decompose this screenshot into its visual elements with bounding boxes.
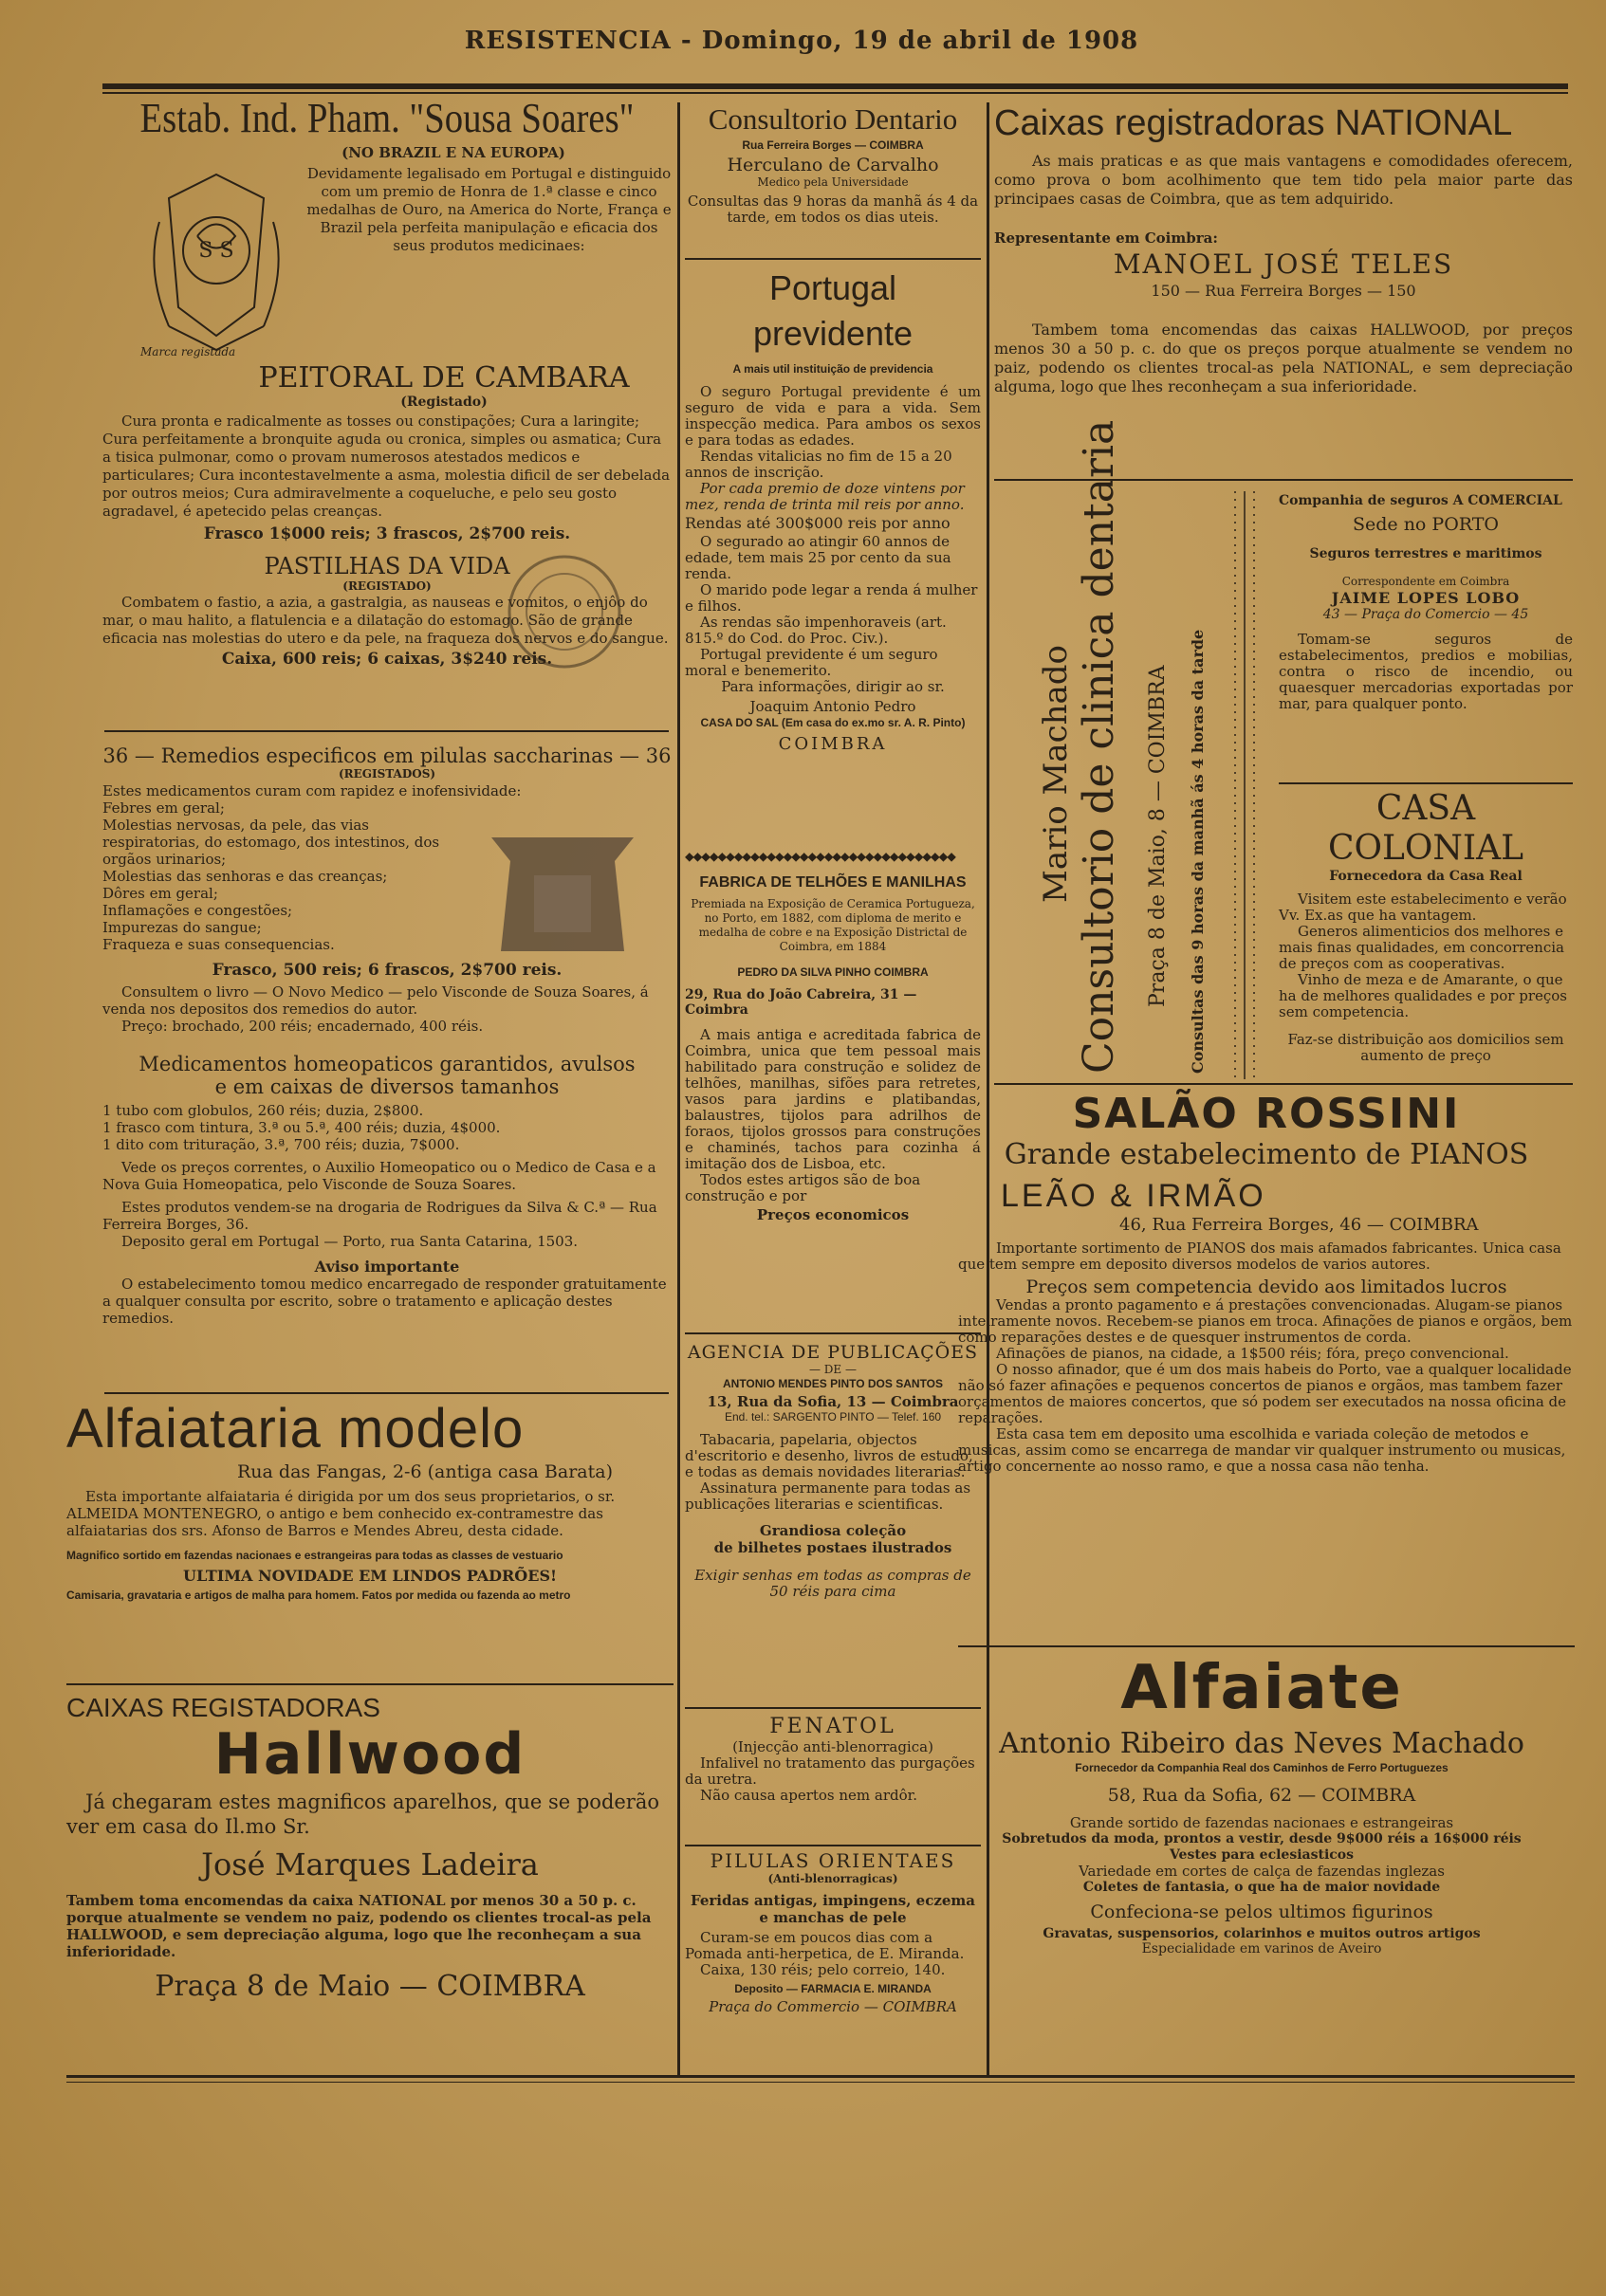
ad-caixas-national: Caixas registradoras NATIONAL As mais praticas e as que mais vantagens e comodidades oferecem, como prova o bom acolhimento que tem tido pela maior parte das principaes casas de Coimbra, que as tem adquirido. Representante em Coimbra: MANOEL JOSÉ TELES 150 — Rua Ferreira Borges — 150 Tambem toma encomendas das caixas HALLWOOD, por preços menos 30 a 50 p. c. do que os preços porque atualmente se vendem no paiz, podendo os clientes trocal-as pela NATIONAL, e sem depreciação alguma, logo que lhes reconheçam a sua inferioridade. bbox=[994, 103, 1573, 395]
pastilhas-title: PASTILHAS DA VIDA bbox=[264, 553, 510, 579]
bottom-rule bbox=[66, 2075, 1575, 2078]
ad-consultorio-clinica: Mario Machado Consultorio de clinica dentaria Praça 8 de Maio, 8 — COIMBRA Consultas das 9 horas da manhã ás 4 horas da tarde bbox=[994, 486, 1260, 1083]
ad-salao-rossini: SALÃO ROSSINI Grande estabelecimento de PIANOS LEÃO & IRMÃO 46, Rua Ferreira Borges, 46 — COIMBRA Importante sortimento de PIANOS dos mais afamados fabricantes. Unica casa que tem sempre em deposito diversos modelos de varios autores. Preços sem competencia devido aos limitados lucros Vendas a pronto pagamento e á prestações convencionadas. Alugam-se pianos inteiramente novos. Recebem-se pianos em troca. Afinações de pianos e orgãos, bem como reparações destes e de quesquer instrumentos de corda. Afinações de pianos, na cidade, a 1$500 réis; fóra, preço convencional. O nosso afinador, que é um dos mais habeis do Porto, vae a qualquer localidade não só fazer afinações e pequenos concertos de pianos e orgãos, mas tambem fazer orçamentos de maiores concertos, que só podem ser executados na nossa oficina de reparações. Esta casa tem em deposito uma escolhida e variada coleção de metodos e musicas, assim como se encarrega de mandar vir qualquer instrumento ou musicas, artigo concernente ao nosso ramo, e que a nossa casa não tenha. bbox=[958, 1090, 1573, 1475]
ad-companhia-comercial: Companhia de seguros A COMERCIAL Sede no PORTO Seguros terrestres e maritimos Correspondente em Coimbra JAIME LOPES LOBO 43 — Praça do Comercio — 45 Tomam-se seguros de estabelecimentos, predios e mobilias, contra o risco de incendio, ou quaesquer mercadorias exportadas por mar, para qualquer ponto. bbox=[1279, 493, 1573, 712]
ad-alfaiate: Alfaiate Antonio Ribeiro das Neves Machado Fornecedor da Companhia Real dos Caminhos de Ferro Portuguezes 58, Rua da Sofia, 62 — COIMBRA Grande sortido de fazendas nacionaes e estrangeiras Sobretudos da moda, prontos a vestir, desde 9$000 réis a 16$000 réis Vestes para eclesiasticos Variedade em cortes de calça de fazendas inglezas Coletes de fantasia, o que ha de maior novidade Confeciona-se pelos ultimos figurinos Gravatas, suspensorios, colarinhos e muitos outros artigos Especialidade em varinos de Aveiro bbox=[999, 1653, 1524, 1956]
column-rule-1 bbox=[677, 102, 680, 2075]
ornament-icon: ◆◆◆◆◆◆◆◆◆◆◆◆◆◆◆◆◆◆◆◆◆◆◆◆◆◆◆◆◆◆◆◆◆ bbox=[685, 847, 955, 865]
masthead: RESISTENCIA - Domingo, 19 de abril de 1908 bbox=[464, 27, 1139, 55]
remedios-title: 36 — Remedios especificos em pilulas saccharinas — 36 bbox=[102, 744, 672, 767]
peitoral-title: PEITORAL DE CAMBARA bbox=[258, 361, 630, 395]
ad-fenatol: FENATOL (Injecção anti-blenorragica) Infalivel no tratamento das purgações da uretra. Não causa apertos nem ardôr. bbox=[685, 1715, 975, 1804]
masthead-rule bbox=[102, 83, 1568, 89]
coat-of-arms-icon bbox=[140, 165, 292, 355]
ad-portugal-previdente: Portugal previdente A mais util instituição de previdencia O seguro Portugal previdente é um seguro de vida e para a vida. Sem inspecção medica. Para ambos os sexos e para todas as edades. Rendas vitalicias no fim de 15 a 20 annos de inscrição. Por cada premio de doze vintens por mez, renda de trinta mil reis por anno. Rendas até 300$000 reis por anno O segurado ao atingir 60 annos de edade, tem mais 25 por cento da sua renda. O marido pode legar a renda á mulher e filhos. As rendas são impenhoraveis (art. 815.º do Cod. do Proc. Civ.). Portugal previdente é um seguro moral e benemerito. Para informações, dirigir ao sr. Joaquim Antonio Pedro CASA DO SAL (Em casa do ex.mo sr. A. R. Pinto) COIMBRA bbox=[685, 268, 981, 754]
ad-fabrica-telhoes: FABRICA DE TELHÕES E MANILHAS Premiada na Exposição de Ceramica Portugueza, no Porto, em 1882, com diploma de merito e medalha de cobre e na Exposição Districtal de Coimbra, em 1884 PEDRO DA SILVA PINHO COIMBRA 29, Rua do João Cabreira, 31 — Coimbra A mais antiga e acreditada fabrica de Coimbra, unica que tem pessoal mais habilitado para construção e solidez de telhões, manilhas, sifões para retretes, vasos para jardins e platibandas, balaustres, tijolos para adrilhos de foraos, tijolos grossos para construções e chaminés, tachos para cozinha á imitação dos de Lisboa, etc. Todos estes artigos são de boa construção e por Preços economicos bbox=[685, 874, 981, 1223]
alfaiataria-title: Alfaiataria modelo bbox=[66, 1398, 525, 1460]
svg-text:S S: S S bbox=[198, 239, 234, 263]
ad-pilulas-orientaes: PILULAS ORIENTAES (Anti-blenorragicas) Feridas antigas, impingens, eczema e manchas de pele Curam-se em poucos dias com a Pomada anti-herpetica, de E. Miranda. Caixa, 130 réis; pelo correio, 140. Deposito — FARMACIA E. MIRANDA Praça do Commercio — COIMBRA bbox=[685, 1849, 975, 2015]
ad-homeopaticos: Medicamentos homeopaticos garantidos, avulsos e em caixas de diversos tamanhos 1 tubo com globulos, 260 réis; duzia, 2$800. 1 frasco com tintura, 3.ª ou 5.ª, 400 réis; duzia, 4$000. 1 dito com trituração, 3.ª, 700 réis; duzia, 7$000. Vede os preços correntes, o Auxilio Homeopatico ou o Medico de Casa e a Nova Guia Homeopatica, pelo Visconde de Souza Soares. Estes produtos vendem-se na drogaria de Rodrigues da Silva & C.ª — Rua Ferreira Borges, 36. Deposito geral em Portugal — Porto, rua Santa Catarina, 1503. Aviso importante O estabelecimento tomou medico encarregado de responder gratuitamente a qualquer consulta por escrito, sobre o tratamento e aplicação destes remedios. bbox=[102, 1053, 667, 1327]
hallwood-brand: Hallwood bbox=[213, 1721, 526, 1788]
stamp-icon bbox=[503, 550, 626, 673]
ad-remedios: 36 — Remedios especificos em pilulas saccharinas — 36 (REGISTADOS) Estes medicamentos curam com rapidez e inofensividade: Febres em geral; Molestias nervosas, da pele, das vias respiratorias, do estomago, dos intestinos, dos orgãos urinarios; Molestias das senhoras e das creanças; Dôres em geral; Inflamações e congestões; Impurezas do sangue; Fraqueza e suas consequencias. Frasco, 500 reis; 6 frascos, 2$700 reis. Consultem o livro — O Novo Medico — pelo Visconde de Souza Soares, á venda nos depositos dos remedios do autor. Preço: brochado, 200 réis; encadernado, 400 réis. bbox=[102, 744, 672, 1035]
sousa-title: Estab. Ind. Pham. "Sousa Soares" bbox=[139, 95, 635, 141]
ad-hallwood: CAIXAS REGISTADORAS Hallwood Já chegaram estes magnificos aparelhos, que se poderão ver em casa do Il.mo Sr. José Marques Ladeira Tambem toma encomendas da caixa NATIONAL por menos 30 a 50 p. c. porque atualmente se vendem no paiz, podendo os clientes trocal-as pela HALLWOOD, e sem depreciação alguma, logo que lhe reconheçam a sua inferioridade. Praça 8 de Maio — COIMBRA bbox=[66, 1693, 674, 2003]
ad-alfaiataria-modelo: Alfaiataria modelo Rua das Fangas, 2-6 (antiga casa Barata) Esta importante alfaiataria é dirigida por um dos seus proprietarios, o sr. ALMEIDA MONTENEGRO, o antigo e bem conhecido ex-contramestre das alfaiatarias dos srs. Afonso de Barros e Mendes Abreu, desta cidade. Magnifico sortido em fazendas nacionaes e estrangeiras para todas as classes de vestuario ULTIMA NOVIDADE EM LINDOS PADRÕES! Camisaria, gravataria e artigos de malha para homem. Fatos por medida ou fazenda ao metro bbox=[66, 1399, 674, 1603]
ad-sousa-soares: Estab. Ind. Pham. "Sousa Soares" (NO BRAZIL E NA EUROPA) S S Devidamente legalisado em Portugal e distinguido com um premio de Honra de 1.ª classe e cinco medalhas de Ouro, na America do Norte, França e Brazil pela perfeita manipulação e eficacia dos seus produtos medicinaes: Marca registada PEITORAL DE CAMBARA (Registado) Cura pronta e radicalmente as tosses ou constipações; Cura a laringite; Cura perfeitamente a bronquite aguda ou cronica, simples ou asmatica; Cura a tisica pulmonar, como o provam numerosos atestados medicos e particulares; Cura incontestavelmente a asma, molestia dificil de ser debelada por outros meios; Cura admiravelmente a coqueluche, e pelo seu gosto agradavel, é apetecido pelas creanças. Frasco 1$000 reis; 3 frascos, 2$700 reis. PASTILHAS DA VIDA (REGISTADO) Combatem o fastio, a azia, a gastralgia, as nauseas e vomitos, o enjôo do mar, o mau halito, a flatulencia e a dilatação do estomago. São de grande eficacia nas molestias do utero e da pele, na fraqueza dos nervos e do sangue. Caixa, 600 reis; 6 caixas, 3$240 reis. bbox=[102, 95, 672, 669]
ad-agencia-publicacoes: AGENCIA DE PUBLICAÇÕES — DE — ANTONIO MENDES PINTO DOS SANTOS 13, Rua da Sofia, 13 — Coimbra End. tel.: SARGENTO PINTO — Telef. 160 Tabacaria, papelaria, objectos d'escritorio e desenho, livros de estudo, e todas as demais novidades literarias. Assinatura permanente para todas as publicações literarias e scientificas. Grandiosa coleção de bilhetes postaes ilustrados Exigir senhas em todas as compras de 50 réis para cima bbox=[685, 1342, 979, 1600]
pill-box-icon bbox=[482, 818, 653, 961]
ornamental-border-icon bbox=[1231, 491, 1258, 1079]
ad-consultorio-dentario: Consultorio Dentario Rua Ferreira Borges — COIMBRA Herculano de Carvalho Medico pela Universidade Consultas das 9 horas da manhã ás 4 da tarde, em todos os dias uteis. bbox=[687, 102, 979, 226]
ad-casa-colonial: CASA COLONIAL Fornecedora da Casa Real Visitem este estabelecimento e verão Vv. Ex.as que ha vantagem. Generos alimenticios dos melhores e mais finas qualidades, em concorrencia de preços com as cooperativas. Vinho de meza e de Amarante, o que ha de melhores qualidades e por preços sem competencia. Faz-se distribuição aos domicilios sem aumento de preço bbox=[1279, 789, 1568, 1064]
